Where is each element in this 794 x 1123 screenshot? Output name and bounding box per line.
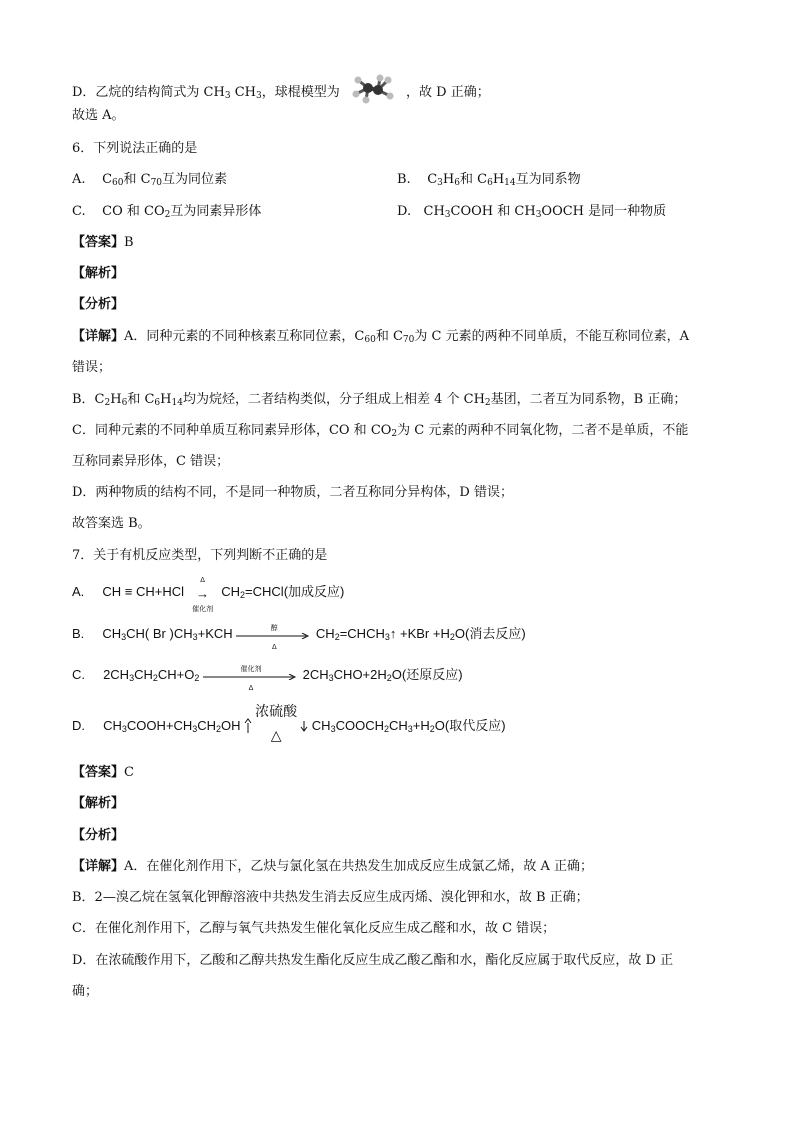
q7-detail-c: C．在催化剂作用下，乙醇与氧气共热发生催化氧化反应生成乙醛和水，故 C 错误； — [72, 921, 556, 936]
text-line-d-ethane: D．乙烷的结构简式为 $CH_3$ $CH_3$，球棍模型为 ，故 D 正确； — [72, 72, 490, 113]
q7-answer: 【答案】C — [72, 765, 134, 780]
q6-detail-b: B．$C_2H_6$和 $C_6H_{14}$均为烷烃，二者结构类似，分子组成上相差 4 个 $CH_2$基团，二者互为同系物，B 正确； — [72, 392, 687, 408]
ball-stick-model-image — [350, 72, 396, 113]
q6-option-b: B. $C_3H_6$和 $C_6H_{14}$互为同系物 — [397, 172, 581, 188]
q7-option-c: C. $2CH_3CH_2CH+O_2$ 催化剂 Δ $2CH_3CHO+2H_2O$(还原反应) — [72, 665, 463, 692]
q6-detail-a: 【详解】A．同种元素的不同种核素互称同位素，$C_{60}$和 $C_{70}$为 C 元素的两种不同单质，不能互称同位素，A — [72, 329, 689, 345]
q6-detail-a-cont: 错误； — [72, 360, 112, 375]
reaction-arrow: 催化剂 Δ — [203, 666, 299, 686]
q7-analysis-heading: 【解析】 — [72, 796, 125, 811]
q6-option-a: A. $C_{60}$和 $C_{70}$互为同位素 — [72, 172, 228, 188]
q6-detail-d: D．两种物质的结构不同，不是同一种物质，二者互称同分异构体，D 错误； — [72, 485, 513, 500]
q6-analysis-heading: 【解析】 — [72, 266, 125, 281]
reversible-reaction-arrow: 浓硫酸 △ — [244, 717, 308, 737]
text-line-choose-a: 故选 A。 — [72, 108, 125, 123]
question-7-stem: 7．关于有机反应类型，下列判断不正确的是 — [72, 548, 328, 563]
q7-detail-d-cont: 确； — [72, 984, 99, 999]
q6-option-d: D. $CH_3COOH$ 和 $CH_3OOCH$ 是同一种物质 — [397, 204, 667, 220]
reaction-arrow: Δ → 催化剂 — [192, 576, 214, 613]
q7-detail-b: B．2—溴乙烷在氢氧化钾醇溶液中共热发生消去反应生成丙烯、溴化钾和水，故 B 正确； — [72, 890, 589, 905]
q7-fenxi-heading: 【分析】 — [72, 828, 125, 843]
q7-detail-a: 【详解】A．在催化剂作用下，乙炔与氯化氢在共热发生加成反应生成氯乙烯，故 A 正确； — [72, 859, 594, 874]
q7-detail-d: D．在浓硫酸作用下，乙酸和乙醇共热发生酯化反应生成乙酸乙酯和水，酯化反应属于取代反应，故 D 正 — [72, 953, 674, 968]
q7-option-b: B. $CH_3CH$( Br )$CH_3+KCH$ 醇 Δ $CH_2=CHCH_3↑ +KBr +H_2O$(消去反应) — [72, 624, 526, 651]
q6-fenxi-heading: 【分析】 — [72, 297, 125, 312]
q6-answer: 【答案】B — [72, 235, 134, 250]
q6-detail-c: C．同种元素的不同种单质互称同素异形体，CO 和 $CO_2$为 C 元素的两种不同氧化物，二者不是单质，不能 — [72, 423, 689, 439]
question-6-stem: 6．下列说法正确的是 — [72, 141, 198, 156]
reaction-arrow: 醇 Δ — [236, 625, 312, 645]
q7-option-a: A. CH ≡ CH+HCl Δ → 催化剂 $CH_2=CHCl$(加成反应) — [72, 576, 345, 613]
q6-option-c: C. CO 和 $CO_2$互为同素异形体 — [72, 204, 262, 220]
q6-detail-c-cont: 互称同素异形体，C 错误； — [72, 454, 230, 469]
q6-final-answer: 故答案选 B。 — [72, 516, 151, 531]
q7-option-d: D. $CH_3COOH+CH_3CH_2OH$ 浓硫酸 △ $CH_3COOCH_2CH_3+H_2O$(取代反应) — [72, 702, 506, 743]
